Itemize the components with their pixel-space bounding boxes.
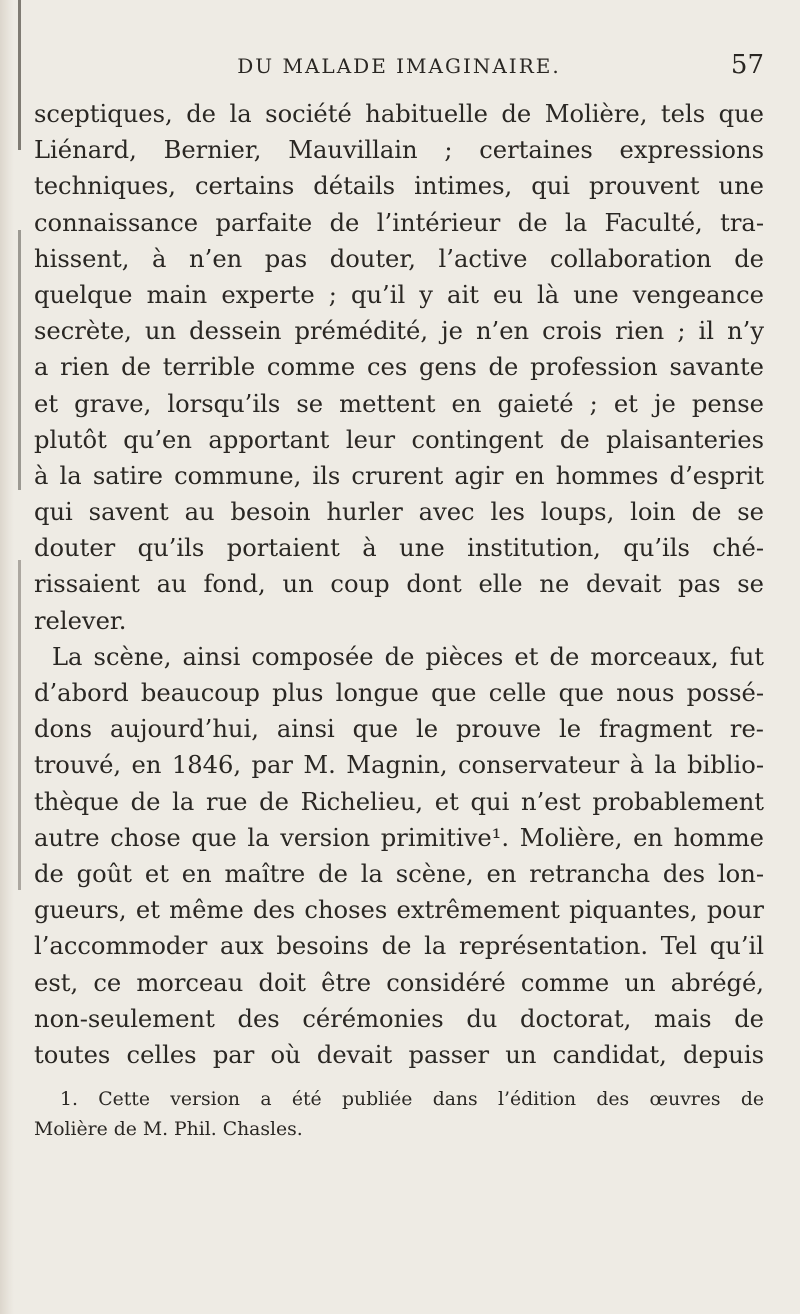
binding-edge-mark (18, 560, 21, 890)
book-page (34, 48, 764, 1145)
footnote-line: Molière de M. Phil. Chasles. (34, 1119, 303, 1141)
text-line: toutes celles par où devait passer un candidat, depuis (34, 1040, 764, 1069)
text-line-paragraph-start: La scène, ainsi composée de pièces et de morceaux, fut (52, 642, 764, 671)
body-text (34, 96, 764, 1073)
text-line: est, ce morceau doit être considéré comme un abrégé, (34, 968, 764, 997)
text-line: qui savent au besoin hurler avec les loups, loin de se (34, 498, 764, 527)
binding-edge-mark (18, 230, 21, 490)
text-line: quelque main experte ; qu’il y ait eu là une vengeance (34, 280, 764, 309)
text-line: et grave, lorsqu’ils se mettent en gaieté ; et je pense (34, 389, 764, 418)
text-line: douter qu’ils portaient à une institution, qu’ils ché- (34, 534, 764, 563)
text-line: sceptiques, de la société habituelle de Molière, tels que (34, 100, 764, 128)
text-line: relever. (34, 606, 127, 635)
running-title: DU MALADE IMAGINAIRE. (237, 54, 561, 78)
text-line: Liénard, Bernier, Mauvillain ; certaines expressions (34, 136, 764, 165)
text-line: trouvé, en 1846, par M. Magnin, conservateur à la biblio- (34, 751, 764, 780)
text-line: thèque de la rue de Richelieu, et qui n’est probablement (34, 787, 764, 816)
text-line: techniques, certains détails intimes, qui prouvent une (34, 172, 764, 201)
footnote-line: 1. Cette version a été publiée dans l’édition des œuvres de (60, 1089, 764, 1111)
text-line: l’accommoder aux besoins de la représentation. Tel qu’il (34, 932, 764, 961)
text-line: non-seulement des cérémonies du doctorat, mais de (34, 1004, 764, 1033)
page-gutter-shadow (0, 0, 14, 1314)
page-number: 57 (730, 50, 764, 80)
binding-edge-mark (18, 0, 21, 150)
text-line: gueurs, et même des choses extrêmement piquantes, pour (34, 896, 764, 925)
footnotes (34, 1085, 764, 1145)
text-line: connaissance parfaite de l’intérieur de la Faculté, tra- (34, 208, 764, 237)
text-line: a rien de terrible comme ces gens de profession savante (34, 353, 764, 382)
text-line: autre chose que la version primitive¹. Molière, en homme (34, 823, 764, 852)
text-line: hissent, à n’en pas douter, l’active collaboration de (34, 244, 764, 273)
text-line: secrète, un dessein prémédité, je n’en crois rien ; il n’y (34, 317, 764, 346)
running-head (34, 48, 764, 88)
text-line: rissaient au fond, un coup dont elle ne devait pas se (34, 570, 764, 599)
text-line: dons aujourd’hui, ainsi que le prouve le fragment re- (34, 715, 764, 744)
text-line: de goût et en maître de la scène, en retrancha des lon- (34, 859, 764, 888)
text-line: d’abord beaucoup plus longue que celle que nous possé- (34, 679, 764, 707)
text-line: plutôt qu’en apportant leur contingent de plaisanteries (34, 425, 764, 454)
text-line: à la satire commune, ils crurent agir en hommes d’esprit (34, 461, 764, 490)
